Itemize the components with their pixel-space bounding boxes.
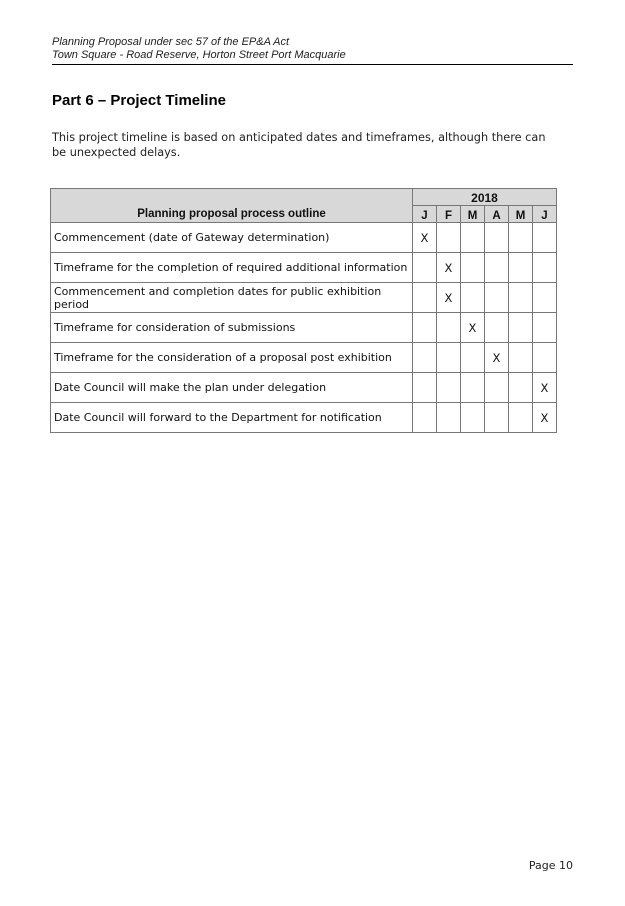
year-header: 2018 <box>413 189 557 206</box>
project-timeline-table <box>50 188 557 433</box>
table-row <box>51 313 557 343</box>
table-row <box>51 403 557 433</box>
month-mark <box>509 223 533 253</box>
table-row <box>51 373 557 403</box>
month-mark <box>485 373 509 403</box>
month-mark <box>437 403 461 433</box>
month-mark <box>437 343 461 373</box>
table-row <box>51 253 557 283</box>
month-mark <box>533 223 557 253</box>
month-mark <box>533 313 557 343</box>
month-mark <box>413 283 437 313</box>
month-mark <box>437 373 461 403</box>
month-mark <box>485 253 509 283</box>
month-mark <box>461 343 485 373</box>
intro-paragraph: This project timeline is based on anticipated dates and timeframes, although there can be unexpected delays. <box>52 131 546 159</box>
row-label: Commencement (date of Gateway determination) <box>51 223 413 253</box>
month-mark <box>485 313 509 343</box>
month-mark <box>413 403 437 433</box>
month-mark <box>509 283 533 313</box>
month-header: M <box>461 206 485 223</box>
month-mark <box>533 283 557 313</box>
month-header: M <box>509 206 533 223</box>
header-line-1: Planning Proposal under sec 57 of the EP&A Act <box>52 36 290 48</box>
month-mark <box>413 253 437 283</box>
month-mark <box>533 343 557 373</box>
row-label: Timeframe for the consideration of a proposal post exhibition <box>51 343 413 373</box>
section-heading: Part 6 – Project Timeline <box>52 92 226 109</box>
month-mark: X <box>413 223 437 253</box>
month-mark: X <box>437 283 461 313</box>
row-label: Timeframe for the completion of required additional information <box>51 253 413 283</box>
table-row <box>51 343 557 373</box>
month-mark <box>509 373 533 403</box>
month-header: A <box>485 206 509 223</box>
month-mark <box>461 403 485 433</box>
table-row <box>51 223 557 253</box>
month-mark <box>461 373 485 403</box>
page-number: Page 10 <box>528 859 573 872</box>
month-mark <box>461 253 485 283</box>
outline-column-header <box>51 189 413 223</box>
month-mark <box>461 223 485 253</box>
month-mark <box>437 223 461 253</box>
row-label: Commencement and completion dates for public exhibition period <box>51 283 413 313</box>
header-divider <box>52 64 573 65</box>
header-line-2: Town Square - Road Reserve, Horton Street Port Macquarie <box>52 49 346 61</box>
table-row <box>51 283 557 313</box>
month-header: J <box>533 206 557 223</box>
month-mark: X <box>461 313 485 343</box>
month-mark <box>485 223 509 253</box>
month-mark: X <box>533 403 557 433</box>
document-header <box>52 36 573 62</box>
month-mark <box>413 313 437 343</box>
month-mark <box>509 313 533 343</box>
month-mark: X <box>437 253 461 283</box>
row-label: Timeframe for consideration of submissions <box>51 313 413 343</box>
outline-header-label: Planning proposal process outline <box>137 208 326 220</box>
month-mark <box>485 403 509 433</box>
month-header: F <box>437 206 461 223</box>
month-mark <box>533 253 557 283</box>
month-header: J <box>413 206 437 223</box>
month-mark: X <box>485 343 509 373</box>
month-mark <box>485 283 509 313</box>
row-label: Date Council will forward to the Department for notification <box>51 403 413 433</box>
month-mark <box>509 343 533 373</box>
month-mark <box>437 313 461 343</box>
row-label: Date Council will make the plan under delegation <box>51 373 413 403</box>
month-mark <box>461 283 485 313</box>
month-mark <box>413 373 437 403</box>
month-mark <box>413 343 437 373</box>
month-mark: X <box>533 373 557 403</box>
month-mark <box>509 253 533 283</box>
month-mark <box>509 403 533 433</box>
